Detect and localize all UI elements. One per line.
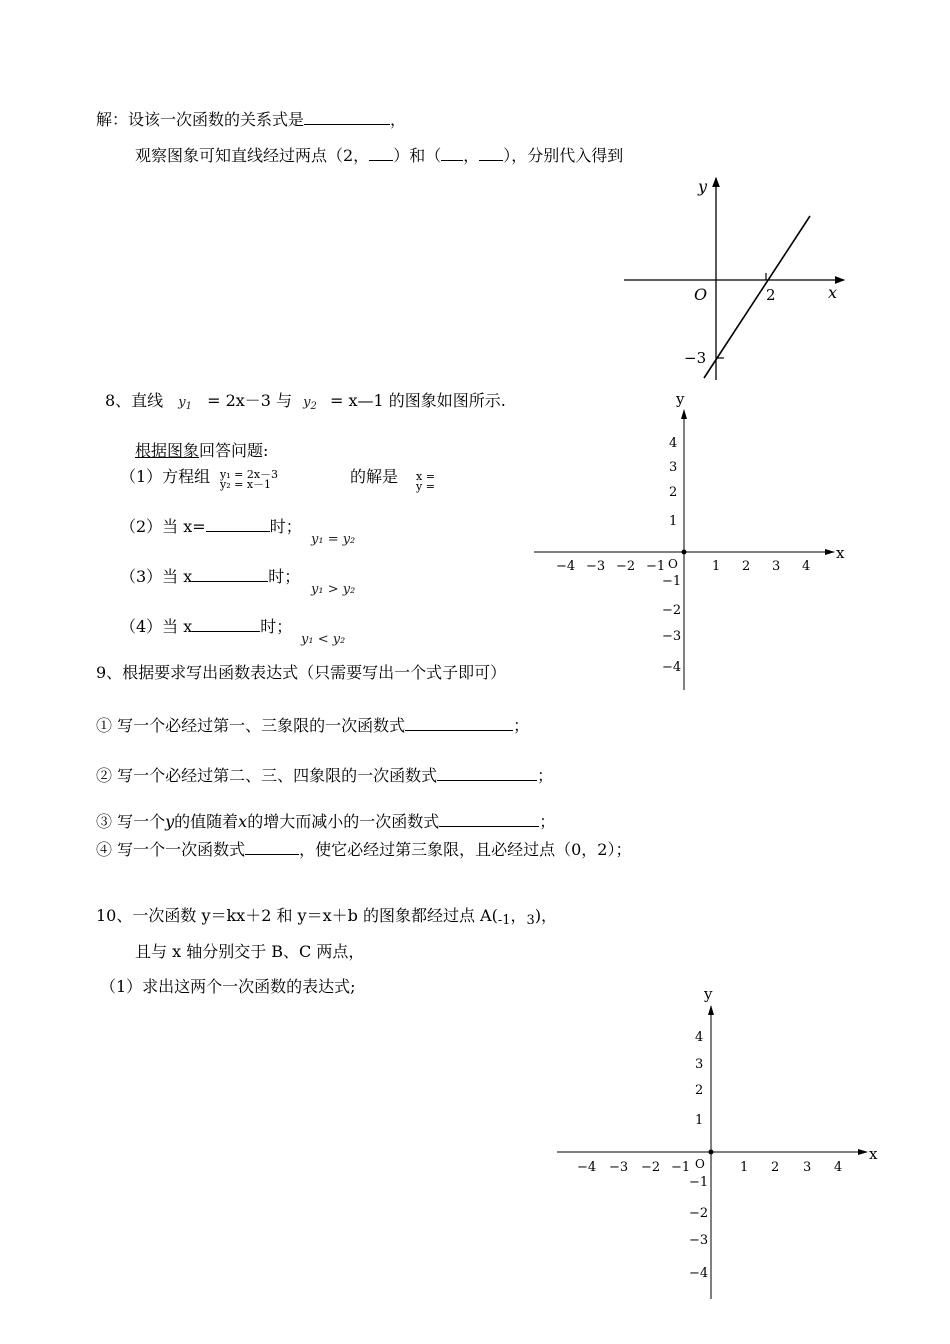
- y2-symbol: [303, 395, 317, 410]
- item-end: ；: [513, 716, 530, 735]
- x-axis-label: x: [869, 1145, 878, 1163]
- solution-system: [416, 472, 435, 492]
- y-tick-label: −4: [662, 660, 682, 675]
- y-tick-label: 2: [669, 485, 678, 500]
- answer-blank[interactable]: [206, 515, 270, 532]
- x-tick-label: 1: [712, 559, 721, 574]
- y-tick-label: 4: [695, 1030, 704, 1045]
- q10-line-3: （1）求出这两个一次函数的表达式;: [100, 977, 356, 996]
- x-tick-label: −4: [577, 1160, 597, 1175]
- x-axis-label: x: [836, 544, 845, 562]
- q8-eq2: = x—1 的图象如图所示.: [330, 391, 506, 410]
- item-text: 的增大而减小的一次函数式: [247, 812, 440, 831]
- subscript: 2: [310, 401, 317, 412]
- x-tick-label: 2: [771, 1160, 780, 1175]
- coordinate-grid-q10: [553, 984, 883, 1304]
- item-text: ④ 写一个一次函数式: [96, 840, 246, 859]
- q8-prompt: [135, 441, 268, 461]
- item-text: 的值随着: [174, 812, 239, 831]
- x-axis-label: x: [828, 283, 838, 302]
- equation-system: [220, 470, 278, 490]
- part-text: 时；: [269, 517, 302, 536]
- x-tick-label: 4: [834, 1160, 843, 1175]
- intro-text: 解：设该一次函数的关系式是: [96, 110, 305, 129]
- x-tick-label: −3: [586, 559, 606, 574]
- q8-eq1: = 2x－3 与: [207, 391, 293, 410]
- answer-blank[interactable]: [369, 144, 393, 161]
- system-eq-top: y₁ = 2x－3: [220, 468, 279, 481]
- y-axis-label: y: [676, 390, 685, 408]
- item-text: ，使它必经过第三象限，且必经过点（0，2）；: [299, 840, 632, 859]
- x-tick-label: −2: [641, 1160, 661, 1175]
- y-var: y: [178, 395, 186, 410]
- y-axis-label: y: [704, 985, 713, 1003]
- x-tick-label: 2: [742, 559, 751, 574]
- q9-item-4: [96, 838, 631, 860]
- subscript: 1: [185, 401, 193, 412]
- answer-blank[interactable]: [245, 838, 299, 855]
- origin-dot: [709, 1150, 714, 1155]
- y-tick-label: −4: [689, 1266, 709, 1281]
- x-tick-label: −3: [609, 1160, 629, 1175]
- intro-text: ）和（: [393, 146, 442, 165]
- intro-line-2: [135, 144, 623, 166]
- x-tick-label: 4: [802, 559, 811, 574]
- q8-prompt-rest: 回答问题:: [199, 441, 269, 460]
- y-tick-label: 4: [669, 436, 678, 451]
- q8-prefix: 8、直线: [105, 391, 164, 410]
- part-text: （4）当 x: [120, 617, 193, 636]
- coordinate-grid-q8: [530, 390, 860, 700]
- part-text: （3）当 x: [120, 567, 193, 586]
- intro-text: 观察图象可知直线经过两点（2，: [135, 146, 370, 165]
- y-tick-label: 2: [695, 1083, 704, 1098]
- x-tick-label: −2: [616, 559, 636, 574]
- x-tick-label: 3: [803, 1160, 812, 1175]
- q10-line-1: [96, 906, 557, 931]
- origin-dot: [682, 550, 687, 555]
- answer-blank[interactable]: [439, 810, 539, 827]
- part-text: （2）当 x=: [120, 517, 206, 536]
- answer-blank[interactable]: [192, 565, 268, 582]
- intro-comma: ，: [390, 110, 407, 129]
- q10-text: 10、一次函数 y＝kx＋2 和 y＝x＋b 的图象都经过点 A(: [96, 906, 498, 925]
- intro-text: ），分别代入得到: [503, 146, 624, 165]
- intro-text: ，: [463, 146, 480, 165]
- answer-blank[interactable]: [405, 714, 513, 731]
- q8-condition-2: y₁ = y₂: [311, 532, 356, 547]
- y1-symbol: [178, 395, 192, 410]
- q8-part-1-solution: [350, 467, 398, 487]
- q9-item-2: [96, 764, 553, 786]
- y-tick-label: 1: [669, 514, 678, 529]
- y-axis-label: y: [698, 177, 708, 196]
- item-text: ① 写一个必经过第一、三象限的一次函数式: [96, 716, 406, 735]
- part-text: 时；: [260, 617, 293, 636]
- y-tick-label: −1: [689, 1175, 709, 1190]
- y-tick-label: −2: [689, 1206, 709, 1221]
- point-a-x: -1: [497, 913, 511, 928]
- intro-line-1: [96, 108, 406, 130]
- part-label: （1）方程组: [120, 467, 211, 486]
- solution-y: y =: [416, 480, 435, 493]
- answer-blank[interactable]: [441, 144, 463, 161]
- y-tick-label: −3: [662, 629, 682, 644]
- origin-label: O: [668, 557, 678, 571]
- item-text: ③ 写一个: [96, 812, 166, 831]
- q8-part-4: [120, 615, 292, 637]
- item-text: ② 写一个必经过第二、三、四象限的一次函数式: [96, 766, 438, 785]
- x-tick-label: −1: [671, 1160, 691, 1175]
- x-tick-label: 3: [772, 559, 781, 574]
- q10-text: )，: [534, 906, 558, 925]
- q10-line-2: 且与 x 轴分别交于 B、C 两点，: [135, 942, 365, 961]
- answer-blank[interactable]: [437, 764, 537, 781]
- q8-condition-3: y₁ > y₂: [311, 582, 356, 597]
- q9-item-1: [96, 714, 529, 736]
- q9-title: 9、根据要求写出函数表达式（只需要写出一个式子即可）: [96, 663, 507, 682]
- q8-prompt-underlined: 根据图象: [135, 441, 200, 460]
- x-tick-label: −1: [646, 559, 666, 574]
- solution-text: 的解是: [350, 467, 399, 486]
- part-text: 时；: [268, 567, 301, 586]
- y-tick-label: −1: [662, 574, 682, 589]
- point-a-y: 3: [526, 913, 535, 928]
- x-tick-label: −4: [556, 559, 576, 574]
- item-end: ；: [539, 812, 556, 831]
- y-tick-label: −2: [662, 603, 682, 618]
- system-eq-bottom: y₂ = x－1: [220, 478, 272, 491]
- x-intercept-label: 2: [766, 286, 776, 304]
- q8-condition-4: y₁ < y₂: [301, 632, 346, 647]
- q8-statement: [105, 391, 506, 417]
- origin-label: O: [694, 285, 708, 304]
- q9-item-3: [96, 810, 555, 832]
- answer-blank[interactable]: [192, 615, 260, 632]
- y-var: y: [303, 395, 311, 410]
- y-tick-label: −3: [689, 1233, 709, 1248]
- x-tick-label: 1: [740, 1160, 749, 1175]
- y-tick-label: 1: [695, 1113, 704, 1128]
- origin-label: O: [695, 1157, 705, 1171]
- q8-part-3: [120, 565, 300, 587]
- solution-x: x =: [416, 470, 435, 483]
- answer-blank[interactable]: [304, 108, 390, 125]
- linear-function-graph: [600, 170, 860, 385]
- y-tick-label: 3: [695, 1057, 704, 1072]
- q10-sep: ，: [510, 906, 527, 925]
- var-x: x: [238, 812, 248, 831]
- y-intercept-label: −3: [684, 349, 707, 367]
- q8-part-1: [120, 467, 210, 487]
- q8-part-2: [120, 515, 302, 537]
- answer-blank[interactable]: [479, 144, 503, 161]
- y-tick-label: 3: [669, 460, 678, 475]
- var-y: y: [165, 812, 175, 831]
- function-line: [704, 216, 810, 378]
- item-end: ；: [537, 766, 554, 785]
